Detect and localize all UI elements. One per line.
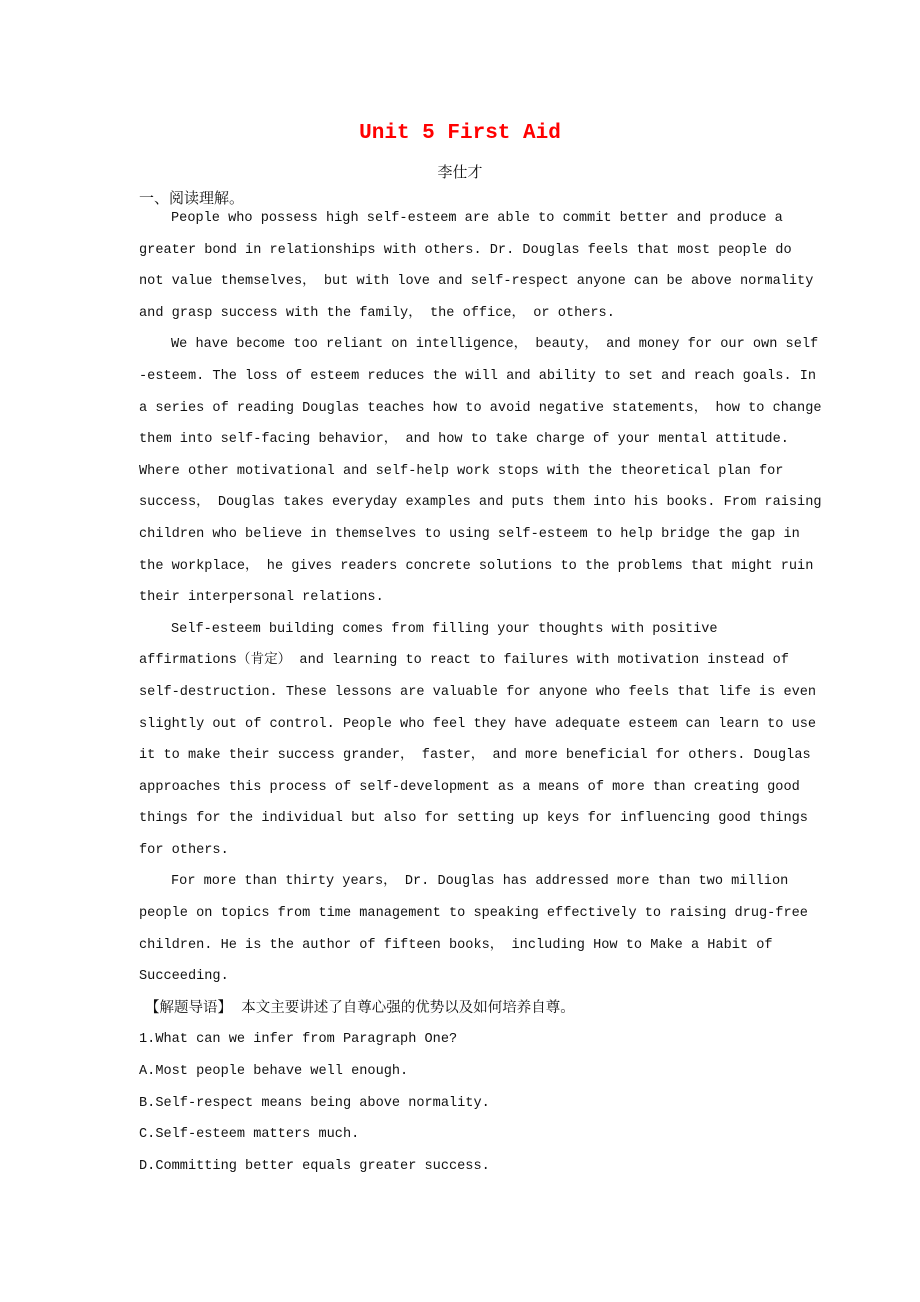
paragraph-line: Succeeding. (139, 969, 229, 985)
question-stem: 1.What can we infer from Paragraph One? (139, 1032, 458, 1048)
paragraph-line: not value themselves， but with love and self-respect anyone can be above normality (139, 274, 814, 290)
paragraph-line: and grasp success with the family， the office， or others. (139, 305, 615, 321)
paragraph-line: We have become too reliant on intelligence， beauty， and money for our own self (171, 337, 819, 353)
paragraph-line: them into self-facing behavior， and how to take charge of your mental attitude. (139, 432, 789, 448)
paragraph-line: success， Douglas takes everyday examples and puts them into his books. From raising (139, 495, 822, 511)
answer-option: D.Committing better equals greater success. (139, 1158, 490, 1174)
paragraph-line: -esteem. The loss of esteem reduces the will and ability to set and reach goals. In (139, 368, 817, 384)
paragraph-line: it to make their success grander， faster， and more beneficial for others. Douglas (139, 748, 811, 764)
paragraph-line: People who possess high self-esteem are able to commit better and produce a (171, 211, 783, 226)
paragraph-line: slightly out of control. People who feel they have adequate esteem can learn to use (139, 716, 817, 732)
answer-option: B.Self-respect means being above normality. (139, 1095, 490, 1111)
paragraph-line: affirmations（肯定） and learning to react to failures with motivation instead of (139, 653, 789, 669)
paragraph-line: For more than thirty years， Dr. Douglas has addressed more than two million (171, 874, 789, 890)
paragraph-line: children who believe in themselves to using self-esteem to help bridge the gap in (139, 526, 800, 542)
paragraph-line: greater bond in relationships with others. Dr. Douglas feels that most people do (139, 242, 792, 258)
answer-option: A.Most people behave well enough. (139, 1064, 409, 1080)
paragraph-line: people on topics from time management to speaking effectively to raising drug-free (139, 906, 808, 922)
paragraph-line: their interpersonal relations. (139, 590, 384, 606)
document-body (139, 203, 829, 1182)
section-heading: 一、阅读理解。 (139, 189, 245, 207)
paragraph-line: Where other motivational and self-help work stops with the theoretical plan for (139, 463, 784, 479)
document-title: Unit 5 First Aid (359, 122, 561, 145)
paragraph-line: a series of reading Douglas teaches how to avoid negative statements， how to change (139, 400, 822, 416)
author: 李仕才 (437, 163, 483, 181)
paragraph-line: for others. (139, 842, 229, 858)
paragraph-line: the workplace， he gives readers concrete solutions to the problems that might ruin (139, 558, 814, 574)
answer-option: C.Self-esteem matters much. (139, 1127, 360, 1143)
paragraph-line: Self-esteem building comes from filling your thoughts with positive (171, 621, 718, 637)
paragraph-line: children. He is the author of fifteen books， including How to Make a Habit of (139, 937, 773, 953)
paragraph-line: approaches this process of self-development as a means of more than creating good (139, 779, 800, 795)
paragraph-line: self-destruction. These lessons are valuable for anyone who feels that life is even (139, 684, 817, 700)
solution-guide: 【解题导语】 本文主要讲述了自尊心强的优势以及如何培养自尊。 (145, 999, 575, 1016)
paragraph-line: things for the individual but also for setting up keys for influencing good things (139, 811, 808, 827)
